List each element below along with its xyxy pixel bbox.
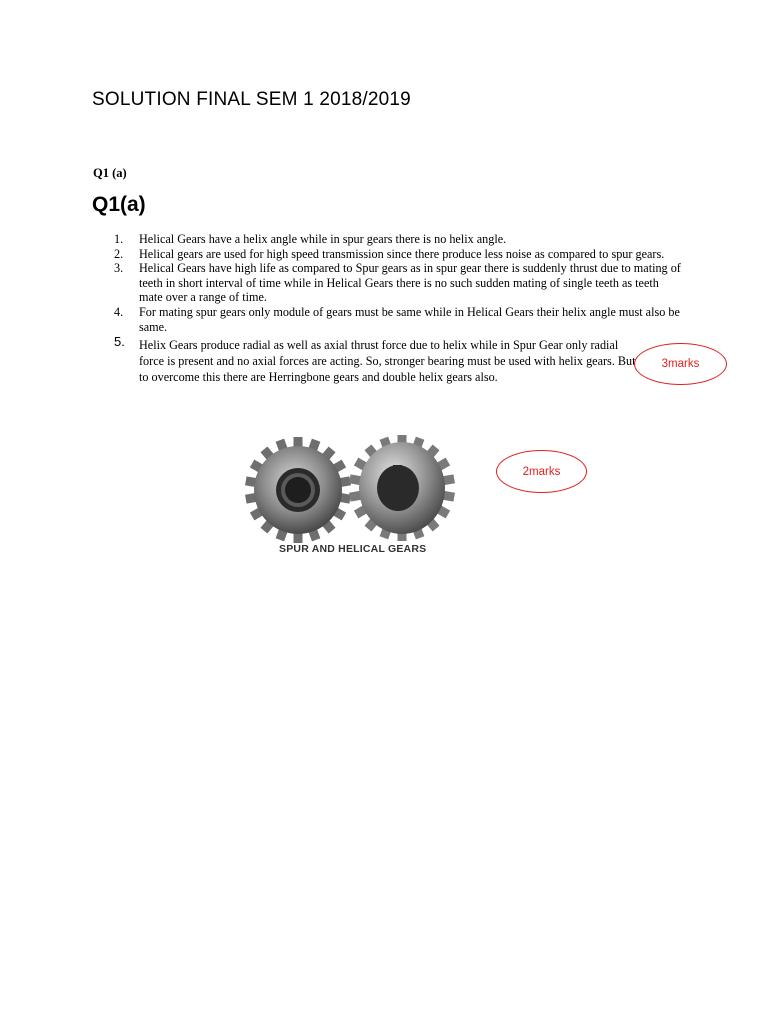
answer-text: Helical Gears have high life as compared to Spur gears as in spur gear there is suddenly thrust due to mating of teeth in short interval of time while in Helical Gears there is no such sudden mating of single teeth as teeth mate over a range of time. xyxy=(139,261,681,305)
answer-number: 1. xyxy=(114,232,124,246)
answer-text: Helical Gears have a helix angle while in spur gears there is no helix angle. xyxy=(139,232,507,246)
answer-text: For mating spur gears only module of gears must be same while in Helical Gears their helix angle must also be same. xyxy=(139,304,680,334)
answer-number: 4. xyxy=(114,304,124,319)
marks-annotation-3 xyxy=(634,343,727,385)
answer-item-3 xyxy=(112,261,682,305)
question-heading: Q1(a) xyxy=(92,193,146,216)
document-title: SOLUTION FINAL SEM 1 2018/2019 xyxy=(92,89,411,110)
helical-gear-image xyxy=(349,435,455,541)
marks-annotation-2 xyxy=(496,450,587,493)
marks-label: 3marks xyxy=(661,358,700,370)
answer-item-4 xyxy=(112,305,682,334)
answer-item-2 xyxy=(112,247,682,262)
answer-number: 3. xyxy=(114,261,124,276)
marks-label: 2marks xyxy=(522,465,561,478)
spur-gear-image xyxy=(245,437,351,543)
question-label-small: Q1 (a) xyxy=(93,166,127,180)
answer-number: 5. xyxy=(114,334,125,350)
answer-item-1 xyxy=(112,232,682,247)
answer-text: Helix Gears produce radial as well as axial thrust force due to helix while in Spur Gear only radial force is present and no axial forces are acting. So, stronger bearing must be used with helix gears. But to overcome this there are Herringbone gears and double helix gears also. xyxy=(139,338,636,385)
answer-number: 2. xyxy=(114,246,124,261)
figure-caption: SPUR AND HELICAL GEARS xyxy=(279,543,427,555)
answer-list xyxy=(112,232,682,385)
answer-text: Helical gears are used for high speed transmission since there produce less noise as compared to spur gears. xyxy=(139,246,665,261)
answer-item-5 xyxy=(112,334,644,385)
